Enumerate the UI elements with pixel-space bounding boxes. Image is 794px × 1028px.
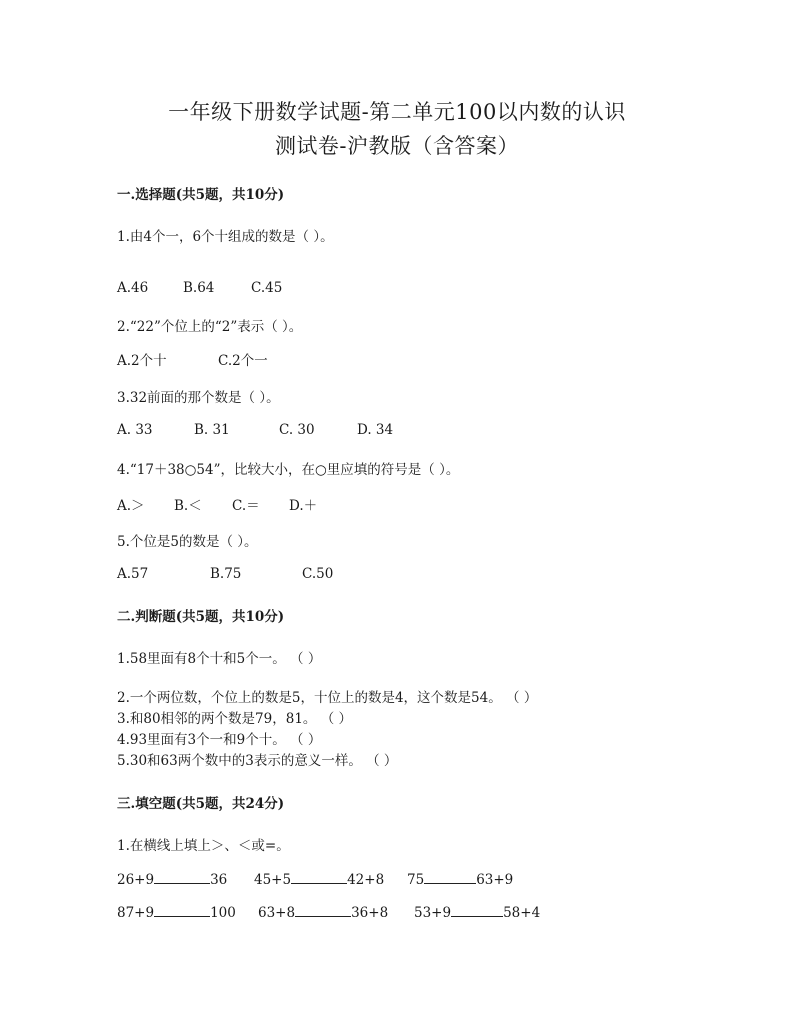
- compare-left: 26+9: [117, 872, 155, 888]
- s1-q3-option-d: D. 34: [357, 422, 394, 438]
- s1-q2-option-c: C.2个一: [218, 353, 268, 369]
- compare-right: 36: [210, 872, 228, 888]
- s1-q4-option-c: C.＝: [232, 498, 260, 514]
- answer-blank[interactable]: [154, 904, 210, 917]
- compare-left: 87+9: [117, 905, 155, 921]
- compare-left: 75: [407, 872, 425, 888]
- section3-heading: 三.填空题(共5题，共24分): [117, 796, 285, 812]
- answer-blank[interactable]: [424, 871, 476, 884]
- s1-q2-option-a: A.2个十: [117, 353, 167, 369]
- compare-right: 36+8: [351, 905, 389, 921]
- doc-title-line1: 一年级下册数学试题-第二单元100以内数的认识: [168, 100, 626, 124]
- compare-item: [254, 871, 384, 888]
- answer-blank[interactable]: [295, 904, 351, 917]
- s1-question-2: 2.“22”个位上的“2”表示（ ）。: [117, 319, 303, 335]
- compare-right: 63+9: [476, 872, 514, 888]
- s1-question-3: 3.32前面的那个数是（ ）。: [117, 390, 280, 406]
- s1-q4-option-d: D.＋: [289, 498, 318, 514]
- compare-item: [117, 904, 236, 921]
- section1-heading: 一.选择题(共5题，共10分): [117, 187, 285, 203]
- compare-right: 58+4: [503, 905, 541, 921]
- answer-blank[interactable]: [451, 904, 503, 917]
- s1-q3-option-b: B. 31: [194, 422, 230, 438]
- s1-q4-option-b: B.＜: [174, 498, 202, 514]
- s1-question-4: 4.“17＋38○54”，比较大小，在○里应填的符号是（ ）。: [117, 462, 460, 478]
- compare-right: 42+8: [347, 872, 385, 888]
- answer-blank[interactable]: [291, 871, 347, 884]
- compare-left: 63+8: [258, 905, 296, 921]
- s2-item-1: 1.58里面有8个十和5个一。 （ ）: [117, 651, 322, 667]
- section2-heading: 二.判断题(共5题，共10分): [117, 609, 285, 625]
- s3-question-1: 1.在横线上填上＞、＜或=。: [117, 838, 290, 854]
- compare-item: [258, 904, 388, 921]
- s1-q3-option-c: C. 30: [279, 422, 315, 438]
- s1-question-5: 5.个位是5的数是（ ）。: [117, 534, 258, 550]
- s1-q1-option-a: A.46: [117, 280, 149, 296]
- s1-q5-option-a: A.57: [117, 566, 149, 582]
- s1-q5-option-c: C.50: [302, 566, 334, 582]
- s2-item-5: 5.30和63两个数中的3表示的意义一样。 （ ）: [117, 753, 398, 769]
- compare-item: [414, 904, 540, 921]
- s1-q4-option-a: A.＞: [117, 498, 145, 514]
- compare-left: 53+9: [414, 905, 452, 921]
- s1-q5-option-b: B.75: [210, 566, 242, 582]
- compare-right: 100: [210, 905, 236, 921]
- s1-q1-option-b: B.64: [183, 280, 215, 296]
- s2-item-3: 3.和80相邻的两个数是79，81。 （ ）: [117, 711, 352, 727]
- answer-blank[interactable]: [154, 871, 210, 884]
- compare-item: [407, 871, 513, 888]
- s1-q1-option-c: C.45: [251, 280, 283, 296]
- compare-item: [117, 871, 227, 888]
- compare-left: 45+5: [254, 872, 292, 888]
- doc-title-line2: 测试卷-沪教版（含答案）: [274, 134, 520, 158]
- s2-item-2: 2.一个两位数，个位上的数是5，十位上的数是4，这个数是54。 （ ）: [117, 690, 538, 706]
- s1-question-1: 1.由4个一，6个十组成的数是（ ）。: [117, 229, 334, 245]
- s1-q3-option-a: A. 33: [117, 422, 153, 438]
- s2-item-4: 4.93里面有3个一和9个十。 （ ）: [117, 732, 322, 748]
